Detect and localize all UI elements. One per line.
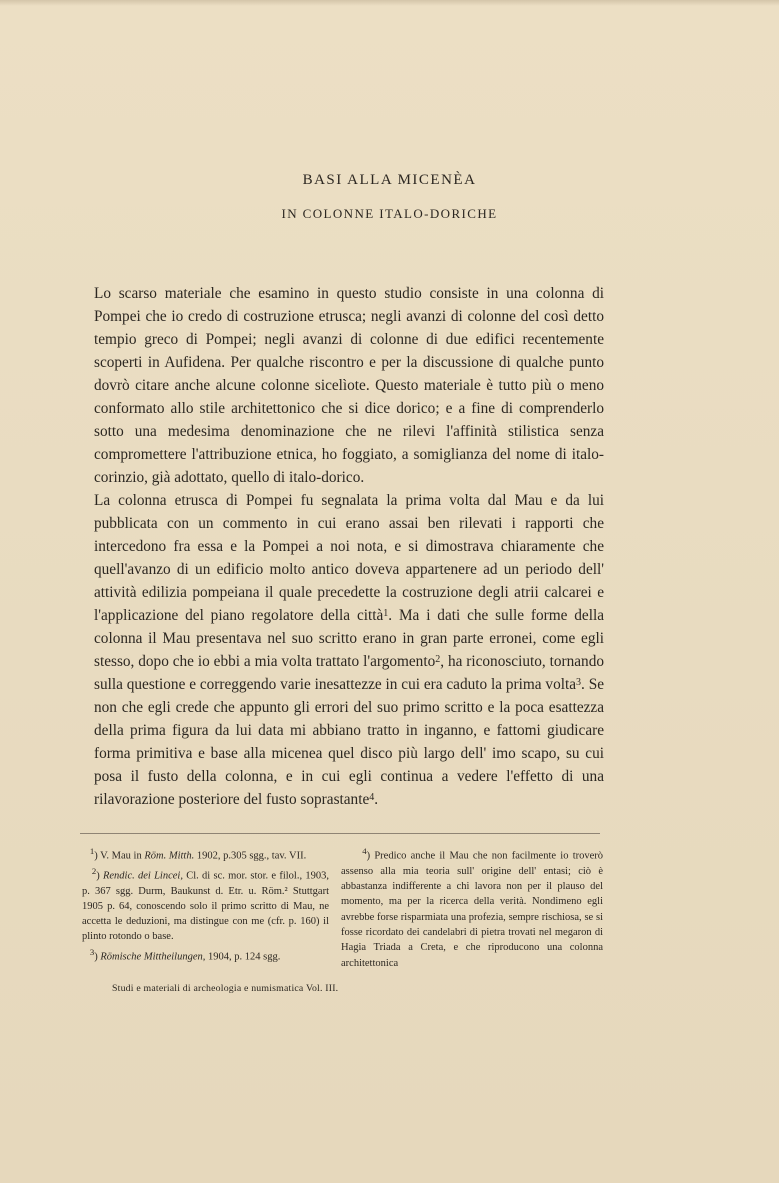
paragraph-2-text-a: La colonna etrusca di Pompei fu segnalata la prima volta dal Mau e da lui pubblicata con un commento in cui erano assai ben rilevati i rapporti che intercedono fra essa e la Pompei a noi nota, e si dimostrava chiaramente che quell'avanzo di un edificio molto antico doveva appartenere ad un periodo dell' attività edilizia pompeiana il quale precedette la costruzione degli atrii calcarei e l'applicazione del piano regolatore della città (94, 492, 604, 624)
paragraph-2-text-b: . Ma i dati che sulle forme della colonna il Mau presentava nel suo scritto erano in gran parte erronei, come egli stesso, dopo che io ebbi a mia volta trattato l'argomento (94, 607, 604, 670)
footnote-3-title: Römische Mittheilungen, (100, 951, 206, 963)
footnote-ref-1[interactable]: 1 (383, 608, 389, 619)
footnote-2-mark: 2 (91, 865, 97, 876)
page-title: BASI ALLA MICENÈA (302, 172, 477, 188)
paragraph-1 (94, 282, 604, 489)
footnote-4-mark: 4 (362, 846, 367, 856)
page-subtitle: IN COLONNE ITALO-DORICHE (281, 206, 498, 221)
footnotes-left-column (82, 844, 329, 965)
footnote-2 (82, 864, 329, 945)
footnote-3 (82, 945, 329, 965)
footnote-1-text-b: 1902, p.305 sgg., tav. VII. (194, 850, 307, 862)
footnote-4 (341, 844, 603, 971)
paragraph-2-text-c: , ha riconosciuto, tornando sulla questione e correggendo varie inesattezze in cui era caduto la prima volta (94, 653, 604, 693)
footnote-2-text-a: ) (96, 870, 103, 882)
footnote-divider (80, 833, 600, 834)
footnote-ref-2[interactable]: 2 (435, 654, 441, 665)
page-edge-shadow (0, 0, 779, 6)
page-footer: Studi e materiali di archeologia e numismatica Vol. III. (112, 983, 339, 994)
footnote-ref-3[interactable]: 3 (576, 677, 582, 688)
footnote-1-title: Röm. Mitth. (144, 850, 195, 862)
paragraph-1-text: Lo scarso materiale che esamino in questo studio consiste in una colonna di Pompei che io credo di costruzione etrusca; negli avanzi di colonne del così detto tempio greco di Pompei; negli avanzi di colonne di due edifici recentemente scoperti in Aufidena. Per qualche riscontro e per la discussione di qualche punto dovrò citare anche alcune colonne sicelìote. Questo materiale è tutto più o meno conformato allo stile architettonico che si dice dorico; e a fine di comprenderlo sotto una medesima denominazione che ne rilevi l'affinità stilistica senza compromettere l'attribuzione etnica, ho foggiato, a somiglianza del nome di italo-corinzio, già adottato, quello di italo-dorico. (94, 285, 604, 486)
footnotes-right-column (341, 844, 603, 971)
paragraph-2-text-e: . (374, 791, 379, 808)
footnote-2-text-b: Cl. di sc. mor. stor. e filol., 1903, p. 367 sgg. Durm, Baukunst d. Etr. u. Röm.² Stuttgart 1905 p. 64, conoscendo solo il primo scritto di Mau, ne accetta le deduzioni, ma distingue con me (cfr. p. 160) il plinto rotondo o base. (82, 870, 329, 943)
body-text (94, 282, 604, 811)
footnote-3-mark: 3 (89, 946, 95, 957)
paragraph-2 (94, 489, 604, 811)
footnote-ref-4[interactable]: 4 (369, 792, 375, 803)
footnote-4-text: ) Predico anche il Mau che non facilmente io troverò assenso alla mia teoria sull' origine dell' entasi; ciò è abbastanza indifferente a chi lavora non per il plauso del momento, ma per la ricerca della verità. Nondimeno egli avrebbe forse risparmiata una profezia, sempre rischiosa, se si fosse ricordato dei candelabri di pietra trovati nel megaron di Hagia Triada a Creta, e che riproducono una colonna architettonica (341, 850, 604, 969)
footnote-1-mark: 1 (89, 846, 95, 856)
footnote-1 (82, 844, 329, 864)
paragraph-2-text-d: . Se non che egli crede che appunto gli errori del suo primo scritto e la poca esattezza della prima figura da lui data mi abbiano tratto in inganno, e fattomi giudicare forma primitiva e base alla micenea quel disco più largo dell' imo scapo, su cui posa il fusto della colonna, e in cui egli continua a vedere l'effetto di una rilavorazione posteriore del fusto soprastante (94, 676, 604, 808)
footnote-3-text-a: ) (94, 951, 101, 963)
footnote-3-text-b: 1904, p. 124 sgg. (205, 951, 281, 963)
footnote-1-text-a: ) V. Mau in (94, 850, 145, 862)
footnote-2-title: Rendic. dei Lincei, (102, 870, 183, 882)
